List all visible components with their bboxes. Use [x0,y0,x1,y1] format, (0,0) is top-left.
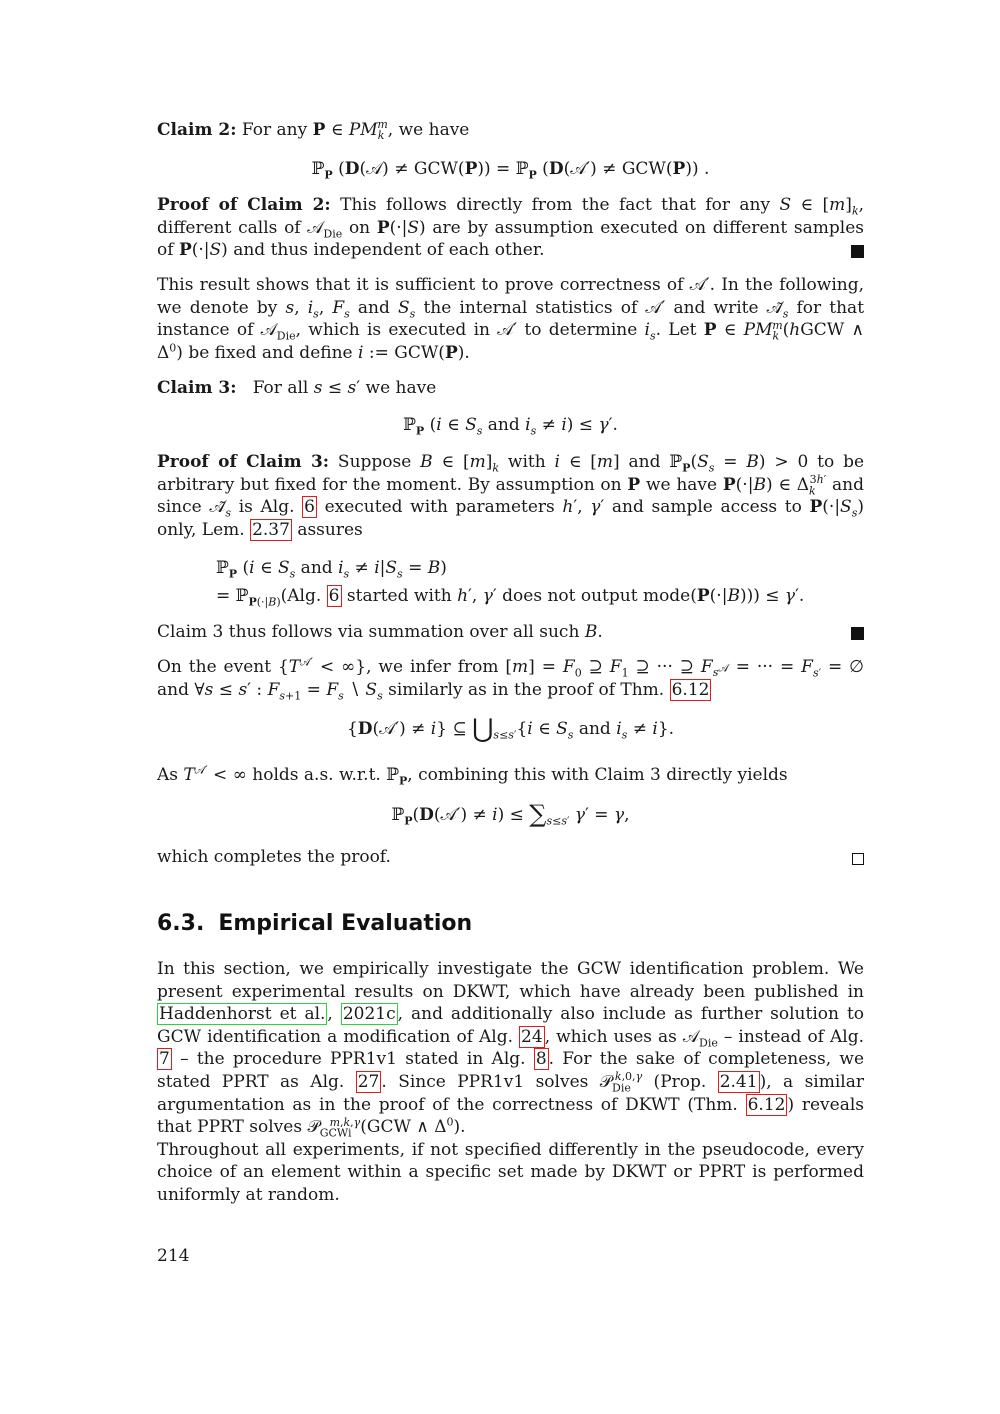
ref-thm-6-12-b[interactable]: 6.12 [747,1094,786,1115]
claim-3-conclusion: Claim 3 thus follows via summation over all such B. [157,621,864,644]
empirical-paragraph-2: Throughout all experiments, if not specified differently in the pseudocode, every choice of an element within a specific set made by DKWT or PPRT is performed uniformly at random. [157,1139,864,1205]
qed-filled-square [851,245,864,258]
ref-alg-7[interactable]: 7 [159,1049,170,1070]
ref-alg-27[interactable]: 27 [357,1071,380,1092]
claim-3-equation: ℙ$_P$ (i ∈ $S_s$ and $i_s \ne i) \le \gamma'$. [403,415,618,438]
claim-3: Claim 3: For all s ≤ s′ we have [157,378,437,398]
page-number: 214 [157,1246,190,1266]
section-number: 6.3. [157,911,205,936]
claim-2-label: Claim 2: [157,120,237,140]
ref-alg-24[interactable]: 24 [521,1026,543,1047]
proof-2-label: Proof of Claim 2: [157,195,331,215]
proof-end-text: which completes the proof. [157,847,391,867]
proof-3-equation-line-2: = ℙ$_{P(\cdot|B)}$(Alg. 6 started with h′, γ′ does not output mode(P(·|B))) ≤ γ′. [216,586,805,609]
as-paragraph: As $T^{𝒜'}$ < ∞ holds a.s. w.r.t. ℙ$_P$, combining this with Claim 3 directly yields [157,763,788,788]
claim-2-equation: ℙ$_P$ (D(𝒜) ≠ GCW(P)) = ℙ$_P$ (D(𝒜′) ≠ GCW(P)) . [311,159,710,182]
final-equation: ℙ$_P$(D(𝒜′) ≠ $i) \le \sum_{s\le s'}$ γ′ = γ, [391,800,630,828]
section-heading [157,911,472,936]
ref-alg-6[interactable]: 6 [304,497,315,518]
proof-claim-3: Proof of Claim 3: Suppose B ∈ $[m]_k$ with i ∈ [m] and $ℙ_P(S_s = B) > 0$ to be arbitrary but fixed for the moment. By assumption on P we have P(·|B) ∈ $\Delta_k^{3h'}$ and since $𝒜̃_s$ is Alg. 6 executed with parameters h′, γ′ and sample access to $P(\cdot|S_s)$ only, Lem. 2.37 assures [157,452,865,540]
proof-end [157,846,864,869]
qed-hollow-square [852,853,864,865]
empirical-paragraph: In this section, we empirically investigate the GCW identification problem. We present experimental results on DKWT, which have already been published in Haddenhorst et al. , 2021c , and additionally also include as further solution to GCW identification a modification of Alg. 24 , which uses as 𝒜$_{Die}$ – instead of Alg. 7 – the procedure PPR1v1 stated in Alg. 8 . For the sake of completeness, we stated PPRT as Alg. 27 . Since PPR1v1 solves 𝒫$_{Die}^{k,0,\gamma}$ (Prop. 2.41 ), a similar argumentation as in the proof of the correctness of DKWT (Thm. 6.12 ) reveals that PPRT solves 𝒫$_{GCWi}^{m,k,\gamma}$(GCW ∧ $\Delta^0$). Throughout all experiments, if not specified differently in the pseudocode, every choice of an element within a specific set made by DKWT or PPRT is performed uniformly at random. [157,959,865,1205]
qed-filled-square [851,627,864,640]
cite-haddenhorst[interactable]: Haddenhorst et al. [159,1004,326,1025]
ref-thm-6-12[interactable]: 6.12 [671,679,710,700]
proof-3-label: Proof of Claim 3: [157,452,330,472]
ref-prop-2-41[interactable]: 2.41 [719,1071,758,1092]
ref-alg-6-eq[interactable]: 6 [328,586,340,606]
ref-lem-2-37[interactable]: 2.37 [252,519,290,540]
claim-3-label: Claim 3: [157,378,237,398]
cite-2021c[interactable]: 2021c [342,1004,396,1025]
proof-3-equation-line-1: ℙ$_P$ (i ∈ $S_s$ and $i_s \ne i|S_s = B$) [216,558,447,581]
section-title: Empirical Evaluation [218,911,473,936]
result-paragraph: This result shows that it is sufficient to prove correctness of 𝒜′. In the following, we denote by s, $i_s$, $F_s$ and $S_s$ the internal statistics of 𝒜′ and write $𝒜̃_s$ for that instance of 𝒜$_{Die}$, which is executed in 𝒜′ to determine $i_s$. Let P ∈ $PM_k^m(hGCW$ ∧ $\Delta^0$) be fixed and define i := GCW(P). [157,275,865,363]
event-paragraph: On the event {$T^{𝒜'}$ < ∞}, we infer from $[m] = F_0$ ⊇ $F_1$ ⊇ ··· ⊇ $F_{s^𝒜}$ = ··· = $F_{s'}$ = ∅ and ∀s ≤ s′ : $F_{s+1} = F_s$ ∖ $S_s$ similarly as in the proof of Thm. 6.12 [157,655,864,702]
claim-2: Claim 2: For any P ∈ $PM_k^m$, we have [157,118,470,143]
proof-claim-2: Proof of Claim 2: This follows directly from the fact that for any S ∈ $[m]_k$, different calls of 𝒜$_{Die}$ on P(·|S) are by assumption executed on different samples of P(·|S) and thus independent of each other. [157,195,865,261]
ref-alg-8[interactable]: 8 [535,1049,547,1070]
event-equation: {D(𝒜′) ≠ i} ⊆ $⋃_{s\le s'}\{i$ ∈ $S_s$ and $i_s \ne i$}. [346,714,675,744]
